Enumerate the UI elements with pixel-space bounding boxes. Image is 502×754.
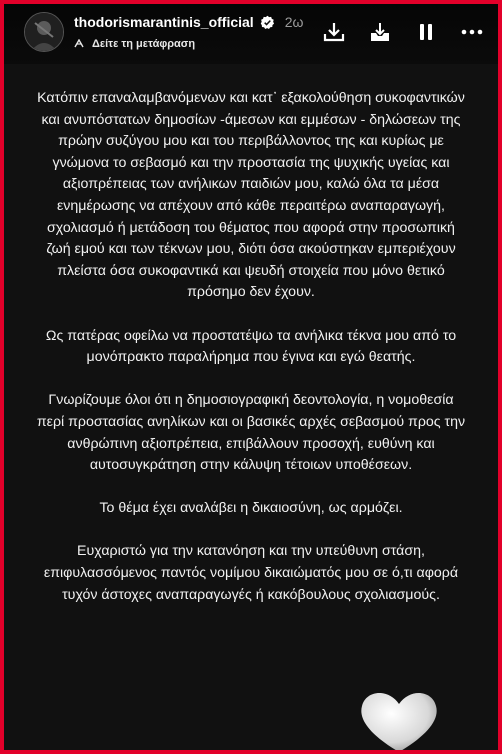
story-header — [4, 4, 498, 64]
more-button[interactable] — [460, 20, 484, 44]
translate-icon — [74, 39, 86, 49]
avatar[interactable] — [24, 12, 64, 52]
download-alt-icon — [368, 20, 392, 44]
download-icon — [322, 20, 346, 44]
paragraph-3: Γνωρίζουμε όλοι ότι η δημοσιογραφική δεοντολογία, η νομοθεσία περί προστασίας ανηλίκων και οι βασικές αρχές σεβασμού προς την ανθρώπινη αξιοπρέπεια, επιβάλλουν προσοχή, ευθύνη και αυτοσυγκράτηση στην κάλυψη τέτοιων υποθέσεων. — [36, 392, 466, 474]
download-alt-button[interactable] — [368, 20, 392, 44]
story-text — [34, 88, 468, 628]
story-controls — [322, 20, 484, 44]
paragraph-5: Ευχαριστώ για την κατανόηση και την υπεύθυνη στάση, επιφυλασσόμενος παντός νομίμου δικαιώματός μου σε ό,τι αφορά τυχόν άστοχες αναπαραγωγές ή κακόβουλους σχολιασμούς. — [43, 543, 459, 603]
user-line — [74, 14, 303, 30]
pause-button[interactable] — [414, 20, 438, 44]
see-translation-label: Δείτε τη μετάφραση — [92, 38, 196, 50]
paragraph-2: Ως πατέρας οφείλω να προστατέψω τα ανήλικα τέκνα μου από το μονόπρακτο παραλήρημα που έγινα και εγώ θεατής. — [45, 327, 457, 366]
pause-icon — [414, 20, 438, 44]
see-translation-link[interactable] — [74, 38, 195, 50]
heart-sticker-icon — [354, 684, 444, 754]
download-button[interactable] — [322, 20, 346, 44]
post-time: 2ω — [284, 14, 304, 30]
verified-badge-icon — [260, 15, 275, 30]
paragraph-1: Κατόπιν επαναλαμβανόμενων και κατ᾽ εξακολούθηση συκοφαντικών και ανυπόστατων δημοσίων -άμεσων και εμμέσων - δηλώσεων της πρώην συζύγου μου και του περιβάλλοντος της και κυρίως με γνώμονα το σεβασμό και την προστασία της ψυχικής υγείας και αξιοπρέπειας των ανήλικων παιδιών μου, καλώ όλα τα μέσα ενημέρωσης να απέχουν από κάθε περαιτέρω αναπαραγωγή, σχολιασμό ή μετάδοση του θέματος που αφορά στην προσωπική ζωή εμού και των τέκνων μου, διότι όσα ακούστηκαν εμπεριέχουν πλείστα όσα συκοφαντικά και ψευδή στοιχεία που μόνο θετικό πρόσημο δεν έχουν. — [37, 90, 465, 301]
more-icon — [460, 20, 484, 44]
username[interactable]: thodorismarantinis_official — [74, 14, 254, 30]
paragraph-4: Το θέμα έχει αναλάβει η δικαιοσύνη, ως αρμόζει. — [99, 500, 403, 517]
